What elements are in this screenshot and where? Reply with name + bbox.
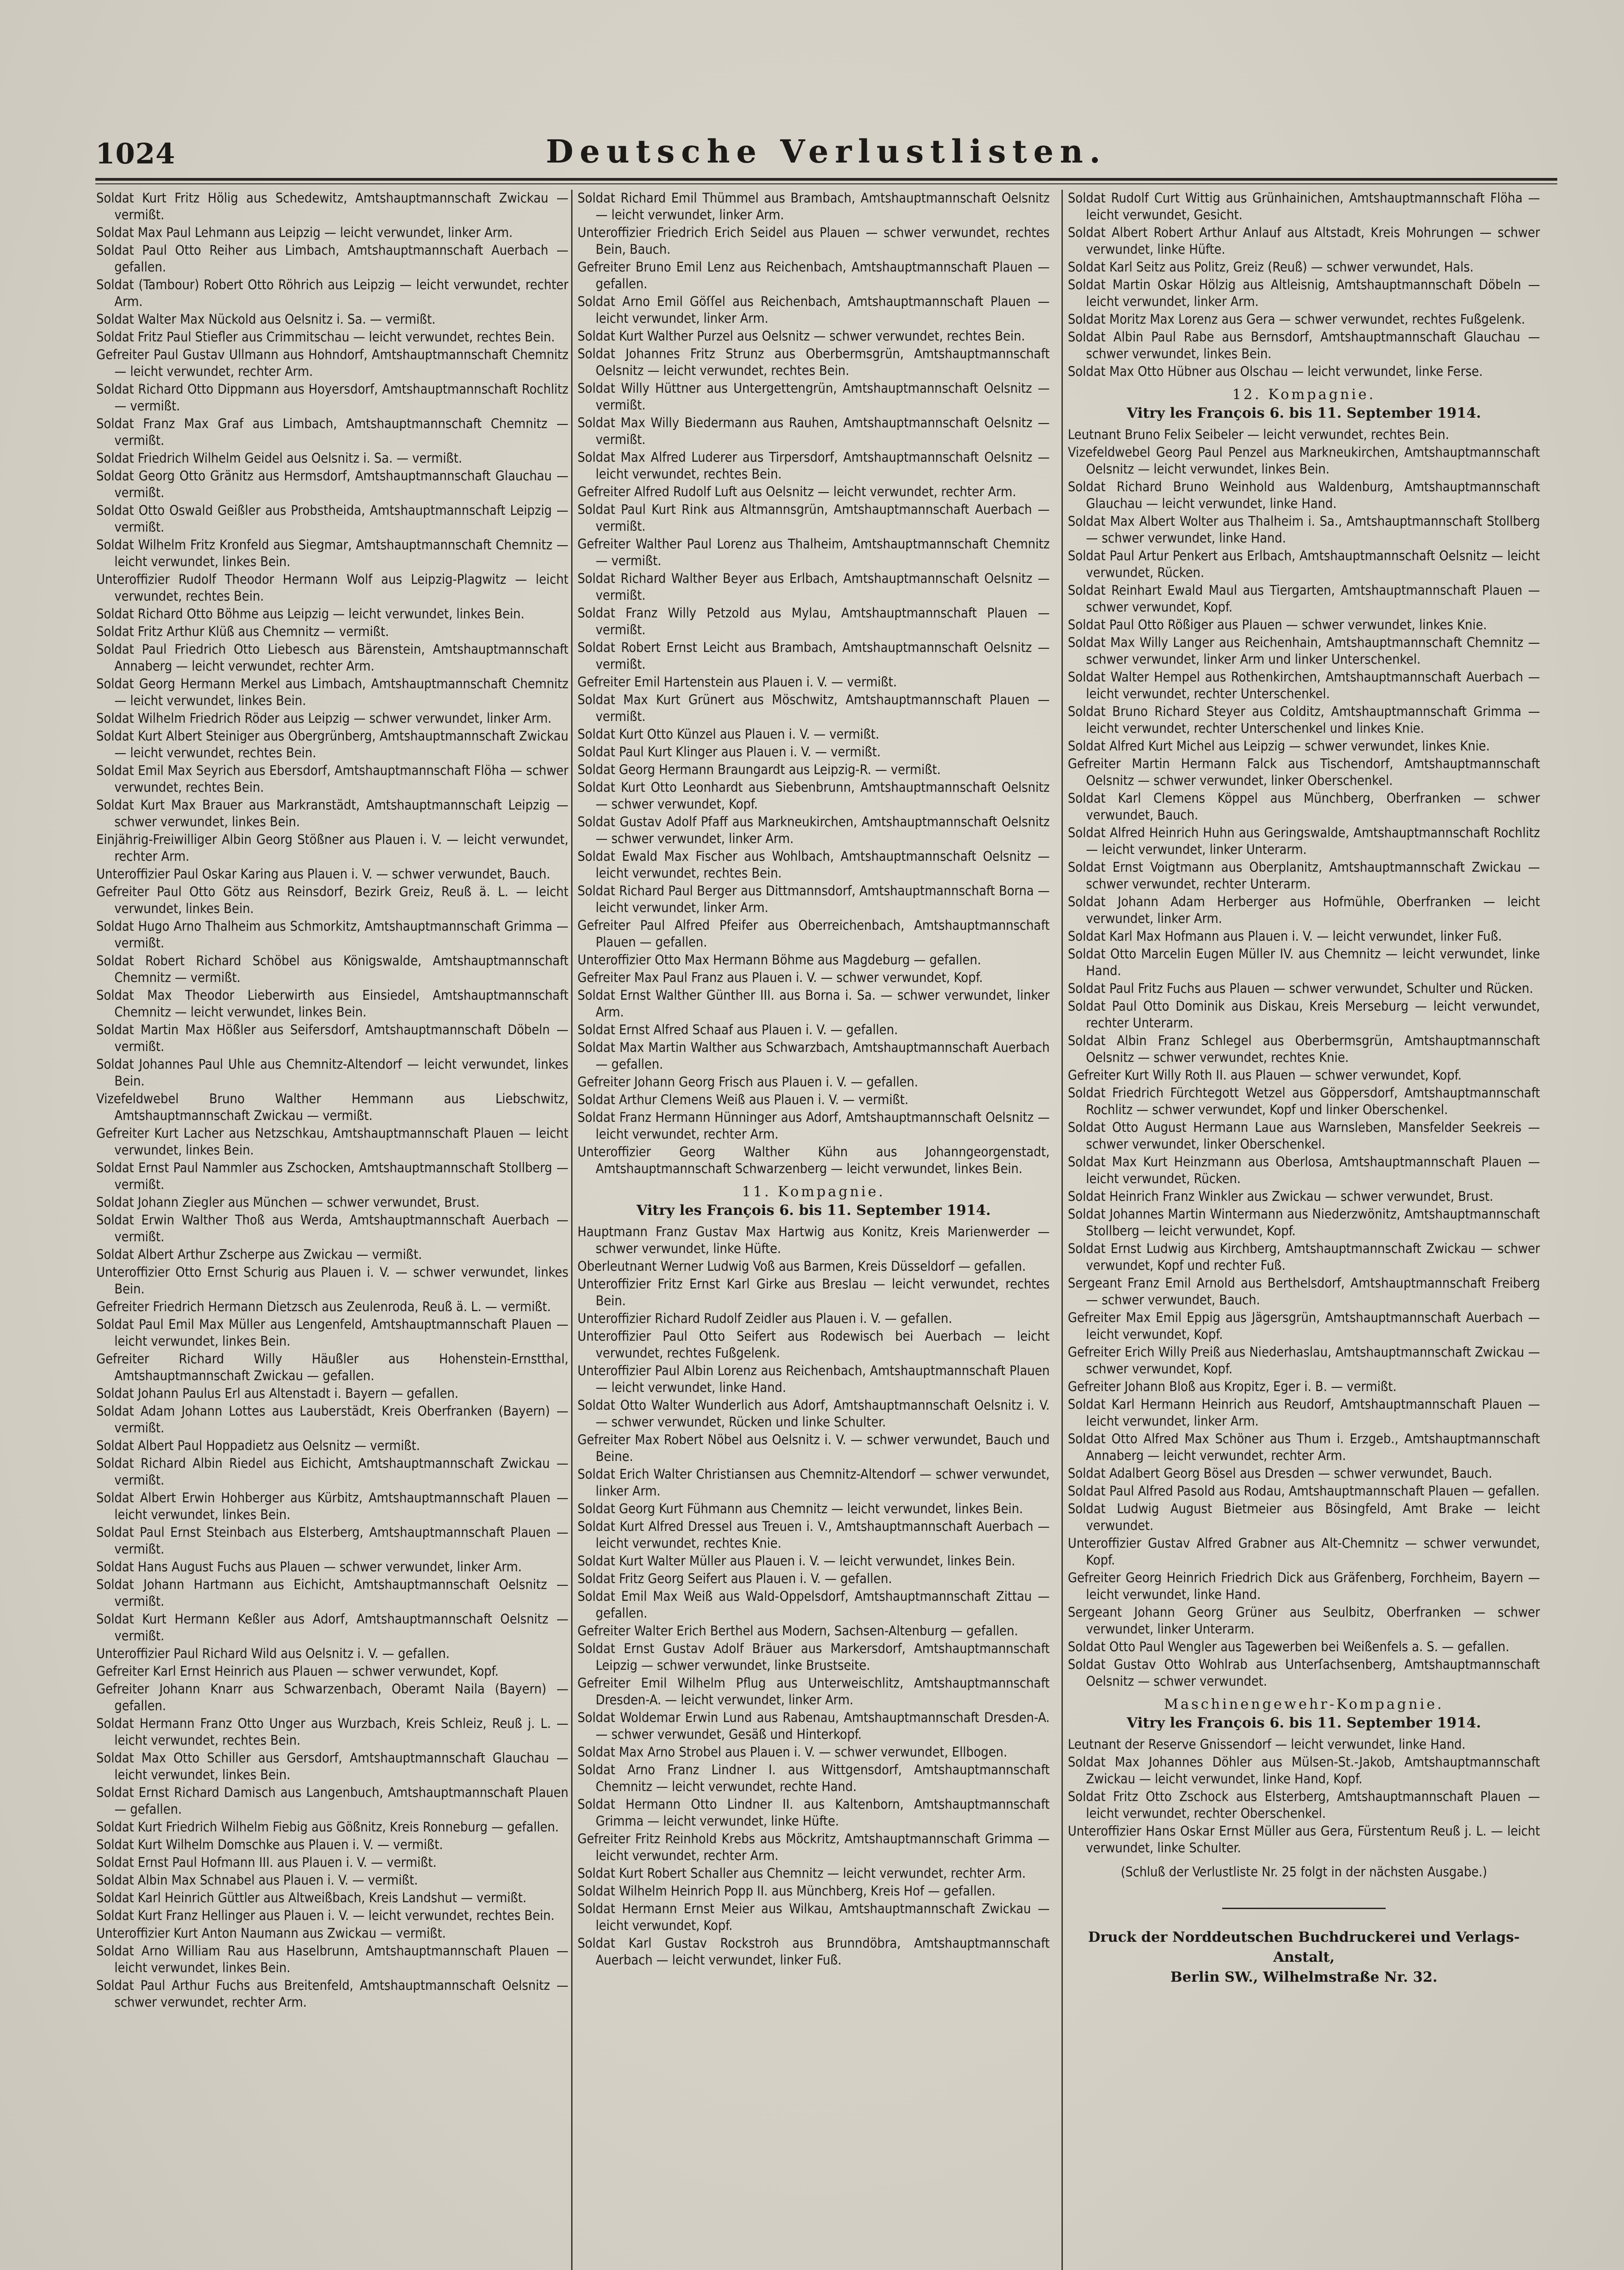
casualty-entry: Gefreiter Kurt Willy Roth II. aus Plauen — schwer verwundet, Kopf. — [1068, 1067, 1462, 1083]
casualty-entry: Soldat Karl Hermann Heinrich aus Reudorf, Amtshauptmannschaft Plauen — leicht verwundet, linker Arm. — [1068, 1397, 1540, 1429]
casualty-entry: Soldat Ewald Max Fischer aus Wohlbach, Amtshauptmannschaft Oelsnitz — leicht verwundet, rechtes Bein. — [578, 849, 1050, 881]
casualty-entry: Soldat Paul Artur Penkert aus Erlbach, Amtshauptmannschaft Oelsnitz — leicht verwundet, Rücken. — [1068, 548, 1540, 580]
casualty-entry: Soldat Franz Hermann Hünninger aus Adorf, Amtshauptmannschaft Oelsnitz — leicht verwundet, rechter Arm. — [578, 1110, 1050, 1142]
casualty-entry: Unteroffizier Gustav Alfred Grabner aus Alt-Chemnitz — schwer verwundet, Kopf. — [1068, 1535, 1540, 1568]
column-1 — [96, 190, 568, 2270]
casualty-entry: Soldat Woldemar Erwin Lund aus Rabenau, Amtshauptmannschaft Dresden-A. — schwer verwundet, Gesäß und Hinterkopf. — [578, 1710, 1050, 1742]
casualty-entry: Soldat Emil Max Seyrich aus Ebersdorf, Amtshauptmannschaft Flöha — schwer verwundet, rechtes Bein. — [96, 763, 568, 795]
casualty-entry: Unteroffizier Friedrich Erich Seidel aus Plauen — schwer verwundet, rechtes Bein, Bauch. — [578, 225, 1050, 257]
imprint-line-1: Druck der Norddeutschen Buchdruckerei und Verlags-Anstalt, — [1088, 1929, 1520, 1965]
casualty-entry: Gefreiter Kurt Lacher aus Netzschkau, Amtshauptmannschaft Plauen — leicht verwundet, linkes Bein. — [96, 1125, 568, 1158]
casualty-entry: Unteroffizier Kurt Anton Naumann aus Zwickau — vermißt. — [96, 1925, 446, 1941]
casualty-entry: Soldat Kurt Franz Hellinger aus Plauen i. V. — leicht verwundet, rechtes Bein. — [96, 1908, 555, 1923]
casualty-entry: Soldat Wilhelm Heinrich Popp II. aus Münchberg, Kreis Hof — gefallen. — [578, 1883, 996, 1899]
casualty-entry: Soldat Richard Bruno Weinhold aus Waldenburg, Amtshauptmannschaft Glauchau — leicht verwundet, linke Hand. — [1068, 479, 1540, 511]
casualty-entry: Soldat Heinrich Franz Winkler aus Zwickau — schwer verwundet, Brust. — [1068, 1189, 1494, 1204]
casualty-entry: Unteroffizier Rudolf Theodor Hermann Wolf aus Leipzig-Plagwitz — leicht verwundet, rechtes Bein. — [96, 572, 568, 604]
casualty-entry: Soldat Kurt Friedrich Wilhelm Fiebig aus Gößnitz, Kreis Ronneburg — gefallen. — [96, 1819, 559, 1835]
casualty-entry: Soldat Arno Emil Göſſel aus Reichenbach, Amtshauptmannschaft Plauen — leicht verwundet, linker Arm. — [578, 294, 1050, 326]
casualty-entry: Soldat Albert Erwin Hohberger aus Kürbitz, Amtshauptmannschaft Plauen — leicht verwundet, linkes Bein. — [96, 1490, 568, 1522]
masthead-title: Deutsche Verlustlisten. — [546, 133, 1107, 170]
casualty-entry: Soldat Friedrich Wilhelm Geidel aus Oelsnitz i. Sa. — vermißt. — [96, 450, 463, 466]
casualty-entry: Gefreiter Alfred Rudolf Luft aus Oelsnitz — leicht verwundet, rechter Arm. — [578, 484, 1017, 499]
casualty-entry: Soldat Fritz Arthur Klüß aus Chemnitz — vermißt. — [96, 624, 389, 639]
casualty-entry: Leutnant der Reserve Gnissendorf — leicht verwundet, linke Hand. — [1068, 1737, 1466, 1752]
casualty-entry: Unteroffizier Paul Richard Wild aus Oelsnitz i. V. — gefallen. — [96, 1646, 450, 1661]
casualty-entry: Soldat Max Otto Hübner aus Olschau — leicht verwundet, linke Ferse. — [1068, 364, 1483, 379]
casualty-entry: Soldat Johannes Martin Wintermann aus Niederzwönitz, Amtshauptmannschaft Stollberg — leicht verwundet, Kopf. — [1068, 1206, 1540, 1239]
casualty-entry: Soldat Ernst Voigtmann aus Oberplanitz, Amtshauptmannschaft Zwickau — schwer verwundet, rechter Unterarm. — [1068, 859, 1540, 892]
casualty-entry: Soldat Ernst Richard Damisch aus Langenbuch, Amtshauptmannschaft Plauen — gefallen. — [96, 1785, 568, 1817]
casualty-entry: Soldat Johann Hartmann aus Eichicht, Amtshauptmannschaft Oelsnitz — vermißt. — [96, 1577, 568, 1609]
casualty-entry: Soldat Johannes Paul Uhle aus Chemnitz-Altendorf — leicht verwundet, linkes Bein. — [96, 1056, 568, 1089]
casualty-entry: Gefreiter Max Emil Eppig aus Jägersgrün, Amtshauptmannschaft Auerbach — leicht verwundet, Kopf. — [1068, 1310, 1540, 1342]
column-3-entries-c — [1068, 1736, 1540, 1856]
casualty-entry: Soldat Georg Otto Gränitz aus Hermsdorf, Amtshauptmannschaft Glauchau — vermißt. — [96, 468, 568, 500]
casualty-entry: Soldat (Tambour) Robert Otto Röhrich aus Leipzig — leicht verwundet, rechter Arm. — [96, 277, 568, 309]
casualty-entry: Gefreiter Emil Wilhelm Pflug aus Unterweischlitz, Amtshauptmannschaft Dresden-A. — leicht verwundet, linker Arm. — [578, 1675, 1050, 1707]
casualty-entry: Soldat Georg Hermann Merkel aus Limbach, Amtshauptmannschaft Chemnitz — leicht verwundet, linkes Bein. — [96, 676, 568, 708]
column-divider — [1061, 190, 1063, 2270]
casualty-entry: Gefreiter Johann Knarr aus Schwarzenbach, Oberamt Naila (Bayern) — gefallen. — [96, 1681, 568, 1713]
casualty-entry: Soldat Martin Oskar Hölzig aus Altleisnig, Amtshauptmannschaft Döbeln — leicht verwundet, linker Arm. — [1068, 277, 1540, 309]
column-2-entries-b — [578, 1224, 1050, 1969]
casualty-entry: Unteroffizier Paul Otto Seifert aus Rodewisch bei Auerbach — leicht verwundet, rechtes Fußgelenk. — [578, 1328, 1050, 1361]
casualty-entry: Soldat Richard Walther Beyer aus Erlbach, Amtshauptmannschaft Oelsnitz — vermißt. — [578, 571, 1050, 603]
casualty-entry: Gefreiter Walther Paul Lorenz aus Thalheim, Amtshauptmannschaft Chemnitz — vermißt. — [578, 536, 1050, 568]
casualty-entry: Soldat Ernst Paul Hofmann III. aus Plauen i. V. — vermißt. — [96, 1855, 437, 1870]
casualty-entry: Gefreiter Richard Willy Häußler aus Hohenstein-Ernstthal, Amtshauptmannschaft Zwickau — gefallen. — [96, 1351, 568, 1383]
casualty-entry: Gefreiter Emil Hartenstein aus Plauen i. V. — vermißt. — [578, 674, 897, 690]
casualty-entry: Soldat Paul Fritz Fuchs aus Plauen — schwer verwundet, Schulter und Rücken. — [1068, 981, 1533, 996]
casualty-entry: Soldat Albin Paul Rabe aus Bernsdorf, Amtshauptmannschaft Glauchau — schwer verwundet, linkes Bein. — [1068, 329, 1540, 361]
casualty-entry: Soldat Franz Max Graf aus Limbach, Amtshauptmannschaft Chemnitz — vermißt. — [96, 416, 568, 448]
casualty-entry: Soldat Max Alfred Luderer aus Tirpersdorf, Amtshauptmannschaft Oelsnitz — leicht verwundet, rechtes Bein. — [578, 449, 1050, 482]
casualty-entry: Soldat Paul Arthur Fuchs aus Breitenfeld, Amtshauptmannschaft Oelsnitz — schwer verwundet, rechter Arm. — [96, 1978, 568, 2010]
casualty-entry: Soldat Arno Franz Lindner I. aus Wittgensdorf, Amtshauptmannschaft Chemnitz — leicht verwundet, rechte Hand. — [578, 1762, 1050, 1794]
section-subtitle-11: Vitry les François 6. bis 11. September 1914. — [636, 1202, 991, 1219]
casualty-entry: Soldat Gustav Adolf Pfaff aus Markneukirchen, Amtshauptmannschaft Oelsnitz — schwer verwundet, linker Arm. — [578, 814, 1050, 846]
casualty-entry: Soldat Richard Emil Thümmel aus Brambach, Amtshauptmannschaft Oelsnitz — leicht verwundet, linker Arm. — [578, 190, 1050, 222]
casualty-entry: Soldat Paul Ernst Steinbach aus Elsterberg, Amtshauptmannschaft Plauen — vermißt. — [96, 1525, 568, 1557]
casualty-entry: Soldat Paul Friedrich Otto Liebesch aus Bärenstein, Amtshauptmannschaft Annaberg — leicht verwundet, rechter Arm. — [96, 642, 568, 674]
casualty-entry: Soldat Ernst Gustav Adolf Bräuer aus Markersdorf, Amtshauptmannschaft Leipzig — schwer verwundet, linke Brustseite. — [578, 1641, 1050, 1673]
printer-imprint — [1068, 1927, 1540, 1987]
casualty-entry: Soldat Hermann Franz Otto Unger aus Wurzbach, Kreis Schleiz, Reuß j. L. — leicht verwundet, rechtes Bein. — [96, 1716, 568, 1748]
casualty-entry: Soldat Max Willy Biedermann aus Rauhen, Amtshauptmannschaft Oelsnitz — vermißt. — [578, 415, 1050, 447]
casualty-entry: Soldat Otto Oswald Geißler aus Probstheida, Amtshauptmannschaft Leipzig — vermißt. — [96, 503, 568, 535]
casualty-entry: Soldat Robert Richard Schöbel aus Königswalde, Amtshauptmannschaft Chemnitz — vermißt. — [96, 953, 568, 985]
casualty-entry: Soldat Albert Paul Hoppadietz aus Oelsnitz — vermißt. — [96, 1438, 420, 1453]
casualty-entry: Soldat Ernst Paul Nammler aus Zschocken, Amtshauptmannschaft Stollberg — vermißt. — [96, 1160, 568, 1192]
casualty-entry: Gefreiter Paul Alfred Pfeifer aus Oberreichenbach, Amtshauptmannschaft Plauen — gefallen. — [578, 918, 1050, 950]
section-title-mg: Maschinengewehr-Kompagnie. — [1164, 1696, 1444, 1712]
casualty-entry: Soldat Max Kurt Heinzmann aus Oberlosa, Amtshauptmannschaft Plauen — leicht verwundet, Rücken. — [1068, 1154, 1540, 1186]
casualty-entry: Unteroffizier Paul Oskar Karing aus Plauen i. V. — schwer verwundet, Bauch. — [96, 866, 550, 882]
casualty-entry: Soldat Fritz Otto Zschock aus Elsterberg, Amtshauptmannschaft Plauen — leicht verwundet, rechter Oberschenkel. — [1068, 1789, 1540, 1821]
casualty-entry: Soldat Paul Otto Reiher aus Limbach, Amtshauptmannschaft Auerbach — gefallen. — [96, 242, 568, 275]
casualty-entry: Soldat Georg Hermann Braungardt aus Leipzig-R. — vermißt. — [578, 762, 941, 777]
casualty-entry: Unteroffizier Otto Ernst Schurig aus Plauen i. V. — schwer verwundet, linkes Bein. — [96, 1264, 568, 1297]
casualty-entry: Soldat Albin Max Schnabel aus Plauen i. V. — vermißt. — [96, 1872, 418, 1888]
casualty-entry: Gefreiter Karl Ernst Heinrich aus Plauen — schwer verwundet, Kopf. — [96, 1663, 499, 1679]
casualty-entry: Gefreiter Max Paul Franz aus Plauen i. V. — schwer verwundet, Kopf. — [578, 970, 983, 985]
casualty-entry: Soldat Willy Hüttner aus Untergettengrün, Amtshauptmannschaft Oelsnitz — vermißt. — [578, 380, 1050, 413]
casualty-entry: Gefreiter Erich Willy Preiß aus Niederhaslau, Amtshauptmannschaft Zwickau — schwer verwundet, Kopf. — [1068, 1344, 1540, 1377]
casualty-entry: Soldat Kurt Alfred Dressel aus Treuen i. V., Amtshauptmannschaft Auerbach — leicht verwundet, rechtes Knie. — [578, 1519, 1050, 1551]
section-subtitle-12: Vitry les François 6. bis 11. September 1914. — [1126, 405, 1481, 421]
casualty-entry: Gefreiter Martin Hermann Falck aus Tischendorf, Amtshauptmannschaft Oelsnitz — schwer verwundet, linker Oberschenkel. — [1068, 756, 1540, 788]
casualty-entry: Soldat Walter Max Nückold aus Oelsnitz i. Sa. — vermißt. — [96, 311, 436, 327]
casualty-entry: Soldat Arno William Rau aus Haselbrunn, Amtshauptmannschaft Plauen — leicht verwundet, linkes Bein. — [96, 1943, 568, 1975]
casualty-entry: Soldat Kurt Robert Schaller aus Chemnitz — leicht verwundet, rechter Arm. — [578, 1865, 1026, 1881]
column-3 — [1068, 190, 1540, 2270]
casualty-entry: Soldat Max Theodor Lieberwirth aus Einsiedel, Amtshauptmannschaft Chemnitz — leicht verwundet, linkes Bein. — [96, 987, 568, 1020]
casualty-entry: Soldat Kurt Otto Leonhardt aus Siebenbrunn, Amtshauptmannschaft Oelsnitz — schwer verwundet, Kopf. — [578, 780, 1050, 812]
header-rule-thin — [95, 183, 1557, 184]
continuation-note: (Schluß der Verlustliste Nr. 25 folgt in der nächsten Ausgabe.) — [1121, 1864, 1487, 1880]
casualty-entry: Soldat Franz Willy Petzold aus Mylau, Amtshauptmannschaft Plauen — vermißt. — [578, 605, 1050, 637]
casualty-entry: Soldat Paul Kurt Klinger aus Plauen i. V. — vermißt. — [578, 744, 881, 760]
casualty-entry: Soldat Rudolf Curt Wittig aus Grünhainichen, Amtshauptmannschaft Flöha — leicht verwundet, Gesicht. — [1068, 190, 1540, 222]
casualty-entry: Soldat Otto August Hermann Laue aus Warnsleben, Mansfelder Seekreis — schwer verwundet, linker Oberschenkel. — [1068, 1120, 1540, 1152]
casualty-entry: Soldat Johann Paulus Erl aus Altenstadt i. Bayern — gefallen. — [96, 1386, 459, 1401]
casualty-entry: Gefreiter Walter Erich Berthel aus Modern, Sachsen-Altenburg — gefallen. — [578, 1623, 1018, 1638]
casualty-entry: Soldat Georg Kurt Fühmann aus Chemnitz — leicht verwundet, linkes Bein. — [578, 1501, 1023, 1516]
casualty-entry: Soldat Walter Hempel aus Rothenkirchen, Amtshauptmannschaft Auerbach — leicht verwundet, rechter Unterschenkel. — [1068, 669, 1540, 701]
column-3-entries-b — [1068, 426, 1540, 1690]
casualty-entry: Soldat Johann Ziegler aus München — schwer verwundet, Brust. — [96, 1194, 480, 1210]
casualty-entry: Soldat Wilhelm Fritz Kronfeld aus Siegmar, Amtshauptmannschaft Chemnitz — leicht verwundet, linkes Bein. — [96, 537, 568, 569]
casualty-entry: Soldat Hermann Otto Lindner II. aus Kaltenborn, Amtshauptmannschaft Grimma — leicht verwundet, linke Hüfte. — [578, 1796, 1050, 1829]
casualty-entry: Soldat Otto Walter Wunderlich aus Adorf, Amtshauptmannschaft Oelsnitz i. V. — schwer verwundet, Rücken und linke Schulter. — [578, 1397, 1050, 1430]
header-rule — [95, 178, 1557, 181]
casualty-entry: Soldat Johannes Fritz Strunz aus Oberbermsgrün, Amtshauptmannschaft Oelsnitz — leicht verwundet, rechtes Bein. — [578, 346, 1050, 378]
casualty-entry: Soldat Ernst Ludwig aus Kirchberg, Amtshauptmannschaft Zwickau — schwer verwundet, Kopf und rechter Fuß. — [1068, 1241, 1540, 1273]
casualty-entry: Gefreiter Max Robert Nöbel aus Oelsnitz i. V. — schwer verwundet, Bauch und Beine. — [578, 1432, 1050, 1464]
casualty-entry: Soldat Moritz Max Lorenz aus Gera — schwer verwundet, rechtes Fußgelenk. — [1068, 311, 1525, 327]
casualty-entry: Soldat Fritz Paul Stiefler aus Crimmitschau — leicht verwundet, rechtes Bein. — [96, 329, 555, 345]
casualty-entry: Soldat Robert Ernst Leicht aus Brambach, Amtshauptmannschaft Oelsnitz — vermißt. — [578, 640, 1050, 672]
casualty-entry: Soldat Kurt Walther Purzel aus Oelsnitz — schwer verwundet, rechtes Bein. — [578, 328, 1025, 344]
casualty-entry: Soldat Albin Franz Schlegel aus Oberbermsgrün, Amtshauptmannschaft Oelsnitz — schwer verwundet, rechtes Knie. — [1068, 1033, 1540, 1065]
casualty-entry: Soldat Albert Arthur Zscherpe aus Zwickau — vermißt. — [96, 1247, 422, 1262]
casualty-entry: Sergeant Franz Emil Arnold aus Berthelsdorf, Amtshauptmannschaft Freiberg — schwer verwundet, Bauch. — [1068, 1275, 1540, 1308]
section-title-11: 11. Kompagnie. — [742, 1184, 885, 1200]
casualty-entry: Unteroffizier Fritz Ernst Karl Girke aus Breslau — leicht verwundet, rechtes Bein. — [578, 1276, 1050, 1308]
casualty-entry: Gefreiter Friedrich Hermann Dietzsch aus Zeulenroda, Reuß ä. L. — vermißt. — [96, 1299, 551, 1314]
casualty-entry: Soldat Hugo Arno Thalheim aus Schmorkitz, Amtshauptmannschaft Grimma — vermißt. — [96, 918, 568, 951]
casualty-entry: Soldat Ernst Alfred Schaaf aus Plauen i. V. — gefallen. — [578, 1022, 898, 1037]
casualty-entry: Soldat Emil Max Weiß aus Wald-Oppelsdorf, Amtshauptmannschaft Zittau — gefallen. — [578, 1589, 1050, 1621]
casualty-entry: Soldat Ludwig August Bietmeier aus Bösingfeld, Amt Brake — leicht verwundet. — [1068, 1501, 1540, 1533]
casualty-entry: Soldat Albert Robert Arthur Anlauf aus Altstadt, Kreis Mohrungen — schwer verwundet, linke Hüfte. — [1068, 225, 1540, 257]
casualty-entry: Soldat Otto Marcelin Eugen Müller IV. aus Chemnitz — leicht verwundet, linke Hand. — [1068, 946, 1540, 978]
casualty-entry: Soldat Richard Albin Riedel aus Eichicht, Amtshauptmannschaft Zwickau — vermißt. — [96, 1456, 568, 1488]
casualty-entry: Soldat Max Paul Lehmann aus Leipzig — leicht verwundet, linker Arm. — [96, 225, 513, 240]
casualty-entry: Vizefeldwebel Georg Paul Penzel aus Markneukirchen, Amtshauptmannschaft Oelsnitz — leicht verwundet, linkes Bein. — [1068, 444, 1540, 477]
section-subtitle-mg: Vitry les François 6. bis 11. September 1914. — [1126, 1715, 1481, 1731]
casualty-entry: Soldat Karl Max Hofmann aus Plauen i. V. — leicht verwundet, linker Fuß. — [1068, 928, 1502, 944]
section-title-12: 12. Kompagnie. — [1232, 386, 1376, 403]
casualty-entry: Unteroffizier Hans Oskar Ernst Müller aus Gera, Fürstentum Reuß j. L. — leicht verwundet, linke Schulter. — [1068, 1823, 1540, 1855]
casualty-entry: Einjährig-Freiwilliger Albin Georg Stößner aus Plauen i. V. — leicht verwundet, rechter Arm. — [96, 832, 568, 864]
casualty-entry: Soldat Kurt Fritz Hölig aus Schedewitz, Amtshauptmannschaft Zwickau — vermißt. — [96, 190, 568, 222]
casualty-entry: Soldat Max Arno Strobel aus Plauen i. V. — schwer verwundet, Ellbogen. — [578, 1744, 1007, 1760]
casualty-entry: Hauptmann Franz Gustav Max Hartwig aus Konitz, Kreis Marienwerder — schwer verwundet, linke Hüfte. — [578, 1224, 1050, 1256]
casualty-entry: Soldat Friedrich Fürchtegott Wetzel aus Göppersdorf, Amtshauptmannschaft Rochlitz — schwer verwundet, Kopf und linker Oberschenkel. — [1068, 1085, 1540, 1117]
casualty-entry: Gefreiter Paul Gustav Ullmann aus Hohndorf, Amtshauptmannschaft Chemnitz — leicht verwundet, rechter Arm. — [96, 347, 568, 379]
casualty-entry: Soldat Otto Alfred Max Schöner aus Thum i. Erzgeb., Amtshauptmannschaft Annaberg — leicht verwundet, rechter Arm. — [1068, 1431, 1540, 1463]
casualty-entry: Soldat Otto Paul Wengler aus Tagewerben bei Weißenfels a. S. — gefallen. — [1068, 1639, 1510, 1654]
casualty-entry: Unteroffizier Paul Albin Lorenz aus Reichenbach, Amtshauptmannschaft Plauen — leicht verwundet, linke Hand. — [578, 1363, 1050, 1395]
imprint-line-2: Berlin SW., Wilhelmstraße Nr. 32. — [1170, 1969, 1438, 1985]
page-number: 1024 — [95, 137, 176, 170]
casualty-entry: Soldat Kurt Albert Steiniger aus Obergrünberg, Amtshauptmannschaft Zwickau — leicht verwundet, rechtes Bein. — [96, 728, 568, 760]
casualty-entry: Soldat Bruno Richard Steyer aus Colditz, Amtshauptmannschaft Grimma — leicht verwundet, rechter Unterschenkel und linkes Knie. — [1068, 704, 1540, 736]
casualty-entry: Soldat Richard Otto Dippmann aus Hoyersdorf, Amtshauptmannschaft Rochlitz — vermißt. — [96, 381, 568, 414]
casualty-entry: Soldat Erwin Walther Thoß aus Werda, Amtshauptmannschaft Auerbach — vermißt. — [96, 1212, 568, 1244]
casualty-entry: Soldat Paul Emil Max Müller aus Lengenfeld, Amtshauptmannschaft Plauen — leicht verwundet, linkes Bein. — [96, 1317, 568, 1349]
casualty-entry: Oberleutnant Werner Ludwig Voß aus Barmen, Kreis Düsseldorf — gefallen. — [578, 1258, 1026, 1274]
casualty-entry: Soldat Max Johannes Döhler aus Mülsen-St.-Jakob, Amtshauptmannschaft Zwickau — leicht verwundet, linke Hand, Kopf. — [1068, 1754, 1540, 1786]
imprint-rule — [1222, 1908, 1386, 1909]
casualty-entry: Soldat Hans August Fuchs aus Plauen — schwer verwundet, linker Arm. — [96, 1559, 522, 1574]
column-divider — [571, 190, 573, 2270]
casualty-entry: Soldat Kurt Hermann Keßler aus Adorf, Amtshauptmannschaft Oelsnitz — vermißt. — [96, 1611, 568, 1643]
casualty-entry: Soldat Wilhelm Friedrich Röder aus Leipzig — schwer verwundet, linker Arm. — [96, 711, 552, 726]
casualty-entry: Gefreiter Georg Heinrich Friedrich Dick aus Gräfenberg, Forchheim, Bayern — leicht verwundet, linke Hand. — [1068, 1570, 1540, 1602]
casualty-entry: Soldat Karl Clemens Köppel aus Münchberg, Oberfranken — schwer verwundet, Bauch. — [1068, 790, 1540, 823]
casualty-entry: Soldat Richard Paul Berger aus Dittmannsdorf, Amtshauptmannschaft Borna — leicht verwundet, linker Arm. — [578, 883, 1050, 915]
casualty-entry: Sergeant Johann Georg Grüner aus Seulbitz, Oberfranken — schwer verwundet, linker Unterarm. — [1068, 1604, 1540, 1637]
casualty-entry: Soldat Paul Kurt Rink aus Altmannsgrün, Amtshauptmannschaft Auerbach — vermißt. — [578, 502, 1050, 534]
casualty-entry: Soldat Fritz Georg Seifert aus Plauen i. V. — gefallen. — [578, 1571, 892, 1586]
casualty-entry: Soldat Hermann Ernst Meier aus Wilkau, Amtshauptmannschaft Zwickau — leicht verwundet, Kopf. — [578, 1901, 1050, 1933]
casualty-entry: Soldat Max Otto Schiller aus Gersdorf, Amtshauptmannschaft Glauchau — leicht verwundet, linkes Bein. — [96, 1750, 568, 1782]
casualty-entry: Unteroffizier Richard Rudolf Zeidler aus Plauen i. V. — gefallen. — [578, 1311, 953, 1326]
casualty-entry: Soldat Paul Alfred Pasold aus Rodau, Amtshauptmannschaft Plauen — gefallen. — [1068, 1483, 1540, 1499]
casualty-entry: Gefreiter Bruno Emil Lenz aus Reichenbach, Amtshauptmannschaft Plauen — gefallen. — [578, 259, 1050, 291]
casualty-entry: Soldat Alfred Heinrich Huhn aus Geringswalde, Amtshauptmannschaft Rochlitz — leicht verwundet, linker Unterarm. — [1068, 825, 1540, 857]
casualty-entry: Soldat Reinhart Ewald Maul aus Tiergarten, Amtshauptmannschaft Plauen — schwer verwundet, Kopf. — [1068, 582, 1540, 615]
casualty-entry: Soldat Gustav Otto Wohlrab aus Unterſachsenberg, Amtshauptmannschaft Oelsnitz — schwer verwundet. — [1068, 1657, 1540, 1689]
casualty-entry: Soldat Max Willy Langer aus Reichenhain, Amtshauptmannschaft Chemnitz — schwer verwundet, linker Arm und linker Unterschenkel. — [1068, 635, 1540, 667]
casualty-entry: Soldat Max Kurt Grünert aus Möschwitz, Amtshauptmannschaft Plauen — vermißt. — [578, 692, 1050, 724]
casualty-entry: Gefreiter Johann Georg Frisch aus Plauen i. V. — gefallen. — [578, 1074, 918, 1090]
casualty-entry: Soldat Ernst Walther Günther III. aus Borna i. Sa. — schwer verwundet, linker Arm. — [578, 987, 1050, 1020]
casualty-entry: Soldat Richard Otto Böhme aus Leipzig — leicht verwundet, linkes Bein. — [96, 606, 525, 622]
casualty-entry: Soldat Paul Otto Rößiger aus Plauen — schwer verwundet, linkes Knie. — [1068, 617, 1487, 632]
column-3-entries — [1068, 190, 1540, 380]
casualty-entry: Soldat Adam Johann Lottes aus Lauberstädt, Kreis Oberfranken (Bayern) — vermißt. — [96, 1403, 568, 1436]
casualty-entry: Soldat Karl Heinrich Güttler aus Altweißbach, Kreis Landshut — vermißt. — [96, 1890, 527, 1905]
casualty-entry: Soldat Martin Max Hößler aus Seifersdorf, Amtshauptmannschaft Döbeln — vermißt. — [96, 1022, 568, 1054]
casualty-entry: Soldat Kurt Walter Müller aus Plauen i. V. — leicht verwundet, linkes Bein. — [578, 1553, 1016, 1569]
casualty-entry: Soldat Kurt Wilhelm Domschke aus Plauen i. V. — vermißt. — [96, 1837, 443, 1852]
casualty-entry: Soldat Johann Adam Herberger aus Hofmühle, Oberfranken — leicht verwundet, linker Arm. — [1068, 894, 1540, 926]
casualty-entry: Unteroffizier Otto Max Hermann Böhme aus Magdeburg — gefallen. — [578, 952, 981, 967]
casualty-entry: Soldat Karl Seitz aus Politz, Greiz (Reuß) — schwer verwundet, Hals. — [1068, 259, 1474, 275]
casualty-entry: Soldat Alfred Kurt Michel aus Leipzig — schwer verwundet, linkes Knie. — [1068, 738, 1490, 754]
casualty-entry: Gefreiter Fritz Reinhold Krebs aus Möckritz, Amtshauptmannschaft Grimma — leicht verwundet, rechter Arm. — [578, 1831, 1050, 1863]
casualty-entry: Soldat Max Martin Walther aus Schwarzbach, Amtshauptmannschaft Auerbach — gefallen. — [578, 1040, 1050, 1072]
casualty-entry: Gefreiter Johann Bloß aus Kropitz, Eger i. B. — vermißt. — [1068, 1379, 1397, 1394]
casualty-entry: Soldat Kurt Otto Künzel aus Plauen i. V. — vermißt. — [578, 726, 879, 742]
casualty-entry: Gefreiter Paul Otto Götz aus Reinsdorf, Bezirk Greiz, Reuß ä. L. — leicht verwundet, linkes Bein. — [96, 884, 568, 916]
casualty-entry: Soldat Arthur Clemens Weiß aus Plauen i. V. — vermißt. — [578, 1092, 908, 1107]
casualty-entry: Leutnant Bruno Felix Seibeler — leicht verwundet, rechtes Bein. — [1068, 427, 1449, 442]
casualty-entry: Soldat Paul Otto Dominik aus Diskau, Kreis Merseburg — leicht verwundet, rechter Unterarm. — [1068, 998, 1540, 1031]
casualty-entry: Soldat Erich Walter Christiansen aus Chemnitz-Altendorf — schwer verwundet, linker Arm. — [578, 1466, 1050, 1499]
page-header — [95, 133, 1557, 173]
casualty-entry: Vizefeldwebel Bruno Walther Hemmann aus Liebschwitz, Amtshauptmannschaft Zwickau — vermißt. — [96, 1091, 568, 1123]
casualty-entry: Soldat Max Albert Wolter aus Thalheim i. Sa., Amtshauptmannschaft Stollberg — schwer verwundet, linke Hand. — [1068, 513, 1540, 546]
casualty-entry: Unteroffizier Georg Walther Kühn aus Johanngeorgenstadt, Amtshauptmannschaft Schwarzenberg — leicht verwundet, linkes Bein. — [578, 1144, 1050, 1176]
casualty-entry: Soldat Karl Gustav Rockstroh aus Brunndöbra, Amtshauptmannschaft Auerbach — leicht verwundet, linker Fuß. — [578, 1935, 1050, 1968]
casualty-entry: Soldat Adalbert Georg Bösel aus Dresden — schwer verwundet, Bauch. — [1068, 1466, 1492, 1481]
column-2-entries — [578, 190, 1050, 1177]
casualty-entry: Soldat Kurt Max Brauer aus Markranstädt, Amtshauptmannschaft Leipzig — schwer verwundet, linkes Bein. — [96, 797, 568, 829]
column-2 — [578, 190, 1050, 2270]
